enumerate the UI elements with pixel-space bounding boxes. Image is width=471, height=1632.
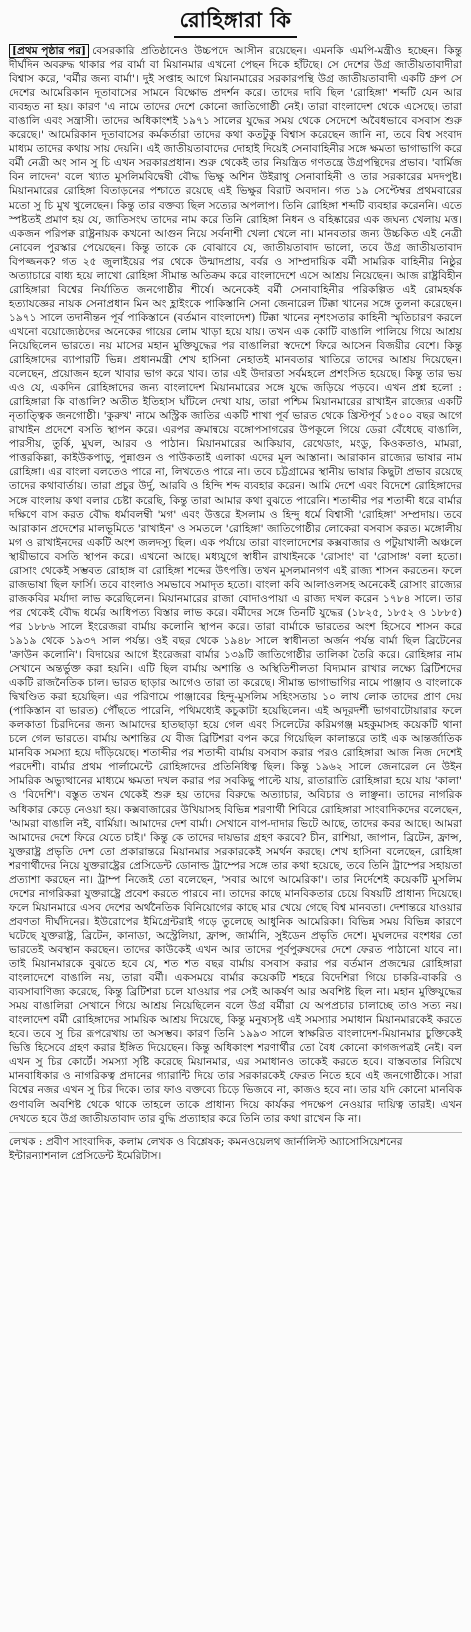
author-byline: লেখক : প্রবীণ সাংবাদিক, কলাম লেখক ও বিশ্লেষক; কমনওয়েলথ জার্নালিস্ট অ্যাসোসিয়েশনের ইন্টারন্যাশনাল প্রেসিডেন্ট ইমেরিটাস।	[9, 1132, 462, 1163]
article-body-text: বেসরকারি প্রতিষ্ঠানেও উচ্চপদে আসীন রয়েছেন। এমনকি এমপি-মন্ত্রীও হচ্ছেন। কিন্তু দীর্ঘদিন অবরুদ্ধ থাকার পর বার্মা বা মিয়ানমার এখনো পেছন দিকে হাঁটছে। সে দেশের উগ্র জাতীয়তাবাদীরা বিশ্বাস করে, 'বর্মীর জন্য বার্মা'। দুই সপ্তাহ আগে মিয়ানমারের সরকারপন্থি উগ্র জাতীয়তাবাদী একটি গ্রুপ সে দেশের আমেরিকান দূতাবাসের সামনে বিক্ষোভ প্রদর্শন করে। তাদের দাবি ছিল 'রোহিঙ্গা' শব্দটি যেন আর ব্যবহৃত না হয়। কারণ 'এ নামে তাদের দেশে কোনো জাতিগোষ্ঠী নেই। তারা বাংলাদেশ থেকে এসেছে। তারা বাঙালি এবং সন্ত্রাসী। তাদের অধিকাংশই ১৯৭১ সালের যুদ্ধের সময় থেকে সেদেশে অবৈধভাবে বসবাস শুরু করেছে।' আমেরিকান দূতাবাসের কর্মকর্তারা তাদের কথা কতটুকু বিশ্বাস করেছেন জানি না, তবে বিশ্ব সংবাদ মাধ্যম তাদের কথায় সায় দেয়নি। এই জাতীয়তাবাদের দোহাই দিয়েই সেনাবাহিনীর সঙ্গে ক্ষমতা ভাগাভাগি করে বর্মী নেত্রী অং সান সু চি এখন সরকারপ্রধান। শুরু থেকেই তার নিয়ন্ত্রিত গণতন্ত্রে উগ্রপন্থিদের প্রভাব। 'বার্মিজ বিন লাদেন' বলে খ্যাত মুসলিমবিদ্বেষী বৌদ্ধ ভিক্ষু অশিন উইরাথু সেনাবাহিনী ও তার সরকারের মদদপুষ্ট। মিয়ানমারের রোহিঙ্গা বিতাড়নের পশ্চাতে রয়েছে এই ভিক্ষুর বিরাট অবদান। গত ১৯ সেপ্টেম্বর প্রথমবারের মতো সু চি মুখ খুলেছেন। কিন্তু তার বক্তব্য ছিল সত্যের অপলাপ। তিনি রোহিঙ্গা শব্দটি ব্যবহার করেননি। এতে স্পষ্টতই প্রমাণ হয় যে, জাতিসংঘ তাদের নাম করে তিনি রোহিঙ্গা নিধন ও বহিষ্কারের এক জঘন্য খেলায় মত্ত। একজন পরিপক্ব রাষ্ট্রনায়ক কখনো আগুন নিয়ে সর্বনাশী খেলা খেলে না। মানবতার জন্য উচ্চকিত এই নেত্রী নোবেল পুরস্কার পেয়েছেন। কিন্তু তাকে কে বোঝাবে যে, জাতীয়তাবাদ ভালো, তবে উগ্র জাতীয়তাবাদ বিপজ্জনক? গত ২৫ জুলাইয়ের পর থেকে উন্মাদপ্রায়, বর্বর ও সাম্প্রদায়িক বর্মী সামরিক বাহিনীর নিষ্ঠুর অত্যাচারে বাধ্য হয়ে লাখো রোহিঙ্গা সীমান্ত অতিক্রম করে বাংলাদেশে এসে আশ্রয় নিয়েছেন। আজ রাষ্ট্রবিহীন রোহিঙ্গারা বিশ্বের নির্যাতিত জনগোষ্ঠীর শীর্ষে। অনেকেই বর্মী সেনাবাহিনীর পরিকল্পিত এই রোমহর্ষক হত্যাযজ্ঞের নায়ক সেনাপ্রধান মিন অং হ্লাইংকে পাকিস্তানি সেনা জেনারেল টিক্কা খানের সঙ্গে তুলনা করেছেন। ১৯৭১ সালে তদানীন্তন পূর্ব পাকিস্তানে (বর্তমান বাংলাদেশ) টিক্কা খানের নৃশংসতার কাহিনী স্মৃতিচারণ করলে এখনো বয়োজ্যেষ্ঠদের অনেকের গায়ের লোম খাড়া হয়ে যায়। তখন এক কোটি বাঙালি পালিয়ে গিয়ে আশ্রয় নিয়েছিলেন ভারতে। নয় মাসের মহান মুক্তিযুদ্ধের পর বাঙালিরা স্বদেশে ফিরে আসেন বিজয়ীর বেশে। কিন্তু রোহিঙ্গাদের ব্যাপারটি ভিন্ন। প্রধানমন্ত্রী শেখ হাসিনা নেহাতই মানবতার খাতিরে তাদের আশ্রয় দিয়েছেন। বলেছেন, প্রয়োজন হলে খাবার ভাগ করে খাব। তার এই উদারতা সর্বমহলে প্রশংসিত হয়েছে। কিন্তু তার ভয় এও যে, একদিন রোহিঙ্গাদের জন্য বাংলাদেশ মিয়ানমারের সঙ্গে যুদ্ধে জড়িয়ে পড়বে। এখন প্রশ্ন হলো : রোহিঙ্গারা কি বাঙালি? অতীত ইতিহাস ঘাঁটলে দেখা যায়, তারা পশ্চিম মিয়ানমারের রাখাইন রাজ্যের একটি নৃতাত্ত্বিক জনগোষ্ঠী। 'কুরুখ' নামে অস্ট্রিক জাতির একটি শাখা পূর্ব ভারত থেকে খ্রিস্টপূর্ব ১৫০০ বছর আগে রাখাইন প্রদেশে বসতি স্থাপন করে। এরপর ক্রমান্বয়ে বঙ্গোপসাগরের উপকূলে গিয়ে ডেরা বেঁধেছে বাঙালি, পারসীয়, তুর্কি, মুঘল, আরব ও পাঠান। মিয়ানমারের আকিয়াব, রেথেডাং, মংডু, কিওকতাও, মামরা, পাত্তরকিল্লা, কাইউকপাড়ু, পুন্নাগুন ও পাউকতাই এলাকা এদের মূল আস্তানা। আরাকান রাজ্যের ভাষার নাম রোহিঙ্গা। এর বাংলা বলতেও পারে না, লিখতেও পারে না। তবে চট্টগ্রামের স্থানীয় ভাষার কিছুটা প্রভাব রয়েছে তাদের কথাবার্তায়। তারা প্রচুর উর্দু, আরবি ও হিন্দি শব্দ ব্যবহার করেন। আমি দেশে এবং বিদেশে রোহিঙ্গাদের সঙ্গে বাংলায় কথা বলার চেষ্টা করেছি, কিন্তু তারা আমার কথা বুঝতে পারেনি। শতাব্দীর পর শতাব্দী ধরে বার্মার দক্ষিণে বাস করত বৌদ্ধ ধর্মাবলম্বী 'মগ' এবং উত্তরে ইসলাম ও হিন্দু ধর্মে বিশ্বাসী 'রোহিঙ্গা' সম্প্রদায়। তবে আরাকান প্রদেশের মালভূমিতে 'রাখাইন' ও সমতলে 'রোহিঙ্গা' জাতিগোষ্ঠীর লোকেরা বসবাস করত। মঙ্গোলীয় মগ ও রাখাইনদের একটি অংশ জলদস্যু ছিল। এক পর্যায়ে তারা বাংলাদেশের কক্সবাজার ও পটুয়াখালী অঞ্চলে স্থায়ীভাবে বসতি স্থাপন করে। এখনো আছে। মধ্যযুগে স্বাধীন রাখাইনকে 'রোসাং' বা 'রোসাঙ্গ' বলা হতো। রোসাং থেকেই সম্ভবত রোহাঙ্গ বা রোহিঙ্গা শব্দের উৎপত্তি। তখন মুসলমানগণ এই রাজ্য শাসন করতেন। ফলে রাজভাষা ছিল ফার্সি। তবে বাংলাও সমভাবে সমাদৃত হতো। বাংলা কবি আলাওলসহ অনেকেই রোসাং রাজ্যের রাজকবির মর্যাদা লাভ করেছিলেন। মিয়ানমারের রাজা বোদাওপায়া এ রাজ্য দখল করেন ১৭৮৪ সালে। তার পর থেকেই বৌদ্ধ ধর্মের আধিপত্য বিস্তার লাভ করে। বর্মীদের সঙ্গে তিনটি যুদ্ধের (১৮২৫, ১৮৫২ ও ১৮৮৫) পর ১৮৮৬ সালে ইংরেজরা বার্মায় কলোনি স্থাপন করে। তারা বার্মাকে ভারতের অংশ হিসেবে শাসন করে ১৯১৯ থেকে ১৯৩৭ সাল পর্যন্ত। ওই বছর থেকে ১৯৪৮ সালে স্বাধীনতা অর্জন পর্যন্ত বার্মা ছিল ব্রিটেনের 'ক্রাউন কলোনি'। বিদায়ের আগে ইংরেজরা বার্মার ১৩৯টি জাতিগোষ্ঠীর তালিকা তৈরি করে। রোহিঙ্গার নাম সেখানে অন্তর্ভুক্ত করা হয়নি। এটি ছিল বার্মায় অশান্তি ও অস্থিতিশীলতা বিদ্যমান রাখার লক্ষ্যে ব্রিটিশদের একটি রাজনৈতিক চাল। ভারত ছাড়ার আগেও তারা তা করেছে। সীমান্ত ভাগাভাগির নামে পাঞ্জাব ও বাংলাকে দ্বিখণ্ডিত করা হয়েছিল। এর পরিণামে পাঞ্জাবের হিন্দু-মুসলিম সহিংসতায় ১০ লাখ লোক তাদের প্রাণ দেয় (পাকিস্তান বা ভারত) পৌঁছতে পারেনি, পথিমধ্যেই কচুকাটা হয়েছিলেন। এই অদূরদর্শী ভাগবাটোয়ারার ফলে কলকাতা চিরদিনের জন্য আমাদের হাতছাড়া হয়ে গেল এবং সিলেটের করিমগঞ্জ মহকুমাসহ কয়েকটি থানা চলে গেল ভারতে। বার্মায় অশান্তির যে বীজ ব্রিটিশরা বপন করে গিয়েছিল কালান্তরে তাই এক আন্তর্জাতিক মানবিক সমস্যা হয়ে দাঁড়িয়েছে। শতাব্দীর পর শতাব্দী বার্মায় বসবাস করার পরও রোহিঙ্গারা আজ নিজ দেশেই পরদেশী। বার্মার প্রথম পার্লামেন্টে রোহিঙ্গাদের প্রতিনিধিত্ব ছিল। কিন্তু ১৯৬২ সালে জেনারেল নে উইন সামরিক অভ্যুত্থানের মাধ্যমে ক্ষমতা দখল করার পর সবকিছু পাল্টে যায়, রাতারাতি রোহিঙ্গারা হয়ে যায় 'কালা' ও 'বিদেশি'। বস্তুত তখন থেকেই শুরু হয় তাদের বিরুদ্ধে অত্যাচার, অবিচার ও লাঞ্ছনা। তাদের নাগরিক অধিকার কেড়ে নেওয়া হয়। কক্সবাজারের উখিয়াসহ বিভিন্ন শরণার্থী শিবিরে রোহিঙ্গারা সাংবাদিকদের বলেছেন, 'আমরা বাঙালি নই, বার্মিয়া। আমাদের দেশ বার্মা। সেখানে বাপ-দাদার ভিটে আছে, তাদের কবর আছে। আমরা আমাদের দেশে ফিরে যেতে চাই।' কিন্তু কে তাদের দায়ভার গ্রহণ করবে? চীন, রাশিয়া, জাপান, ব্রিটেন, ফ্রান্স, যুক্তরাষ্ট্র প্রভৃতি দেশ তো প্রকারান্তরে মিয়ানমার সরকারকেই সমর্থন করছে। শেখ হাসিনা বলেছেন, রোহিঙ্গা শরণার্থীদের নিয়ে যুক্তরাষ্ট্রের প্রেসিডেন্ট ডোনাল্ড ট্রাম্পের সঙ্গে তার কথা হয়েছে, তবে তিনি ট্রাম্পের সহায়তা প্রত্যাশা করছেন না। ট্রাম্প নিজেই তো বলেছেন, 'সবার আগে আমেরিকা'। তার নির্দেশেই কয়েকটি মুসলিম দেশের নাগরিকরা যুক্তরাষ্ট্রে প্রবেশ করতে পারবে না। তাদের কাছে মানবিকতার চেয়ে বিষয়টি প্রাধান্য দিয়েছে। ফলে মিয়ানমারে এসব দেশের অর্থনৈতিক বিনিয়োগের কাছে মার খেয়ে গেছে বিশ্ব মানবতা। দেশান্তরে যাওয়ার প্রবণতা দীর্ঘদিনের। ইউরোপের ইমিগ্রেন্টরাই গড়ে তুলেছে আধুনিক আমেরিকা। বিভিন্ন সময় বিভিন্ন কারণে ঘটেছে যুক্তরাষ্ট্র, ব্রিটেন, কানাডা, অস্ট্রেলিয়া, ফ্রান্স, জার্মানি, সুইডেন প্রভৃতি দেশে। মুঘলদের বংশধর তো ভারতেই অবস্থান করছেন। তাদের কাউকেই এখন আর তাদের পূর্বপুরুষদের দেশে ফেরত পাঠানো যাবে না। তাই মিয়ানমারকে বুঝতে হবে যে, শত শত বছর বার্মায় বসবাস করার পর বর্তমান প্রজন্মের রোহিঙ্গারা বাংলাদেশে বাঙালি নয়, তারা বর্মী। একসময়ে বার্মার কয়েকটি শহরে বিদেশিরা গিয়ে চাকরি-বাকরি ও ব্যবসাবাণিজ্য করেছে, কিন্তু ব্রিটিশরা চলে যাওয়ার পর সেই আকর্ষণ আর অবশিষ্ট ছিল না। মহান মুক্তিযুদ্ধের সময় বাঙালিরা সেখানে গিয়ে আশ্রয় নিয়েছিলেন বলে উগ্র বর্মীরা যে অপপ্রচার চালাচ্ছে তাও সত্য নয়। বাংলাদেশ বর্মী রোহিঙ্গাদের সাময়িক আশ্রয় দিয়েছে, কিন্তু মনুষ্যসৃষ্ট এই সমস্যার সমাধান মিয়ানমারকেই করতে হবে। তবে সু চির রূপরেখায় তা অসম্ভব। কারণ তিনি ১৯৯৩ সালে স্বাক্ষরিত বাংলাদেশ-মিয়ানমার চুক্তিকেই ভিত্তি হিসেবে গ্রহণ করার ইঙ্গিত দিয়েছেন। কিন্তু অধিকাংশ শরণার্থীর তো বৈধ কোনো কাগজপত্রই নেই। বল এখন সু চির কোর্টে। সমস্যা সৃষ্টি করেছে মিয়ানমার, এর সমাধানও তাকেই করতে হবে। বাস্তবতার নিরিখে মানবাধিকার ও নাগরিকত্ব প্রদানের গ্যারান্টি দিয়ে তার সরকারকেই ফেরত নিতে হবে এই জনগোষ্ঠীকে। সারা বিশ্বের নজর এখন সু চির দিকে। তার ফাও বক্তব্যে চিড়ে ভিজবে না, কাজও হবে না। তার যদি কোনো মানবিক গুণাবলি অবশিষ্ট থেকে থাকে তাহলে তাকে প্রাধান্য দিয়ে কার্যকর পদক্ষেপ নেওয়ার দায়িত্ব তারই। এখন দেখতে হবে উগ্র জাতীয়তাবাদ তার বুদ্ধি প্রত্যাহার করে তিনি তার কথা রাখেন কি না।	[9, 45, 462, 1125]
article-body	[9, 44, 462, 1126]
article-title: রোহিঙ্গারা কি	[174, 4, 298, 38]
headline-block	[9, 0, 462, 44]
continued-tag: [প্রথম পৃষ্ঠার পর]	[9, 44, 89, 58]
